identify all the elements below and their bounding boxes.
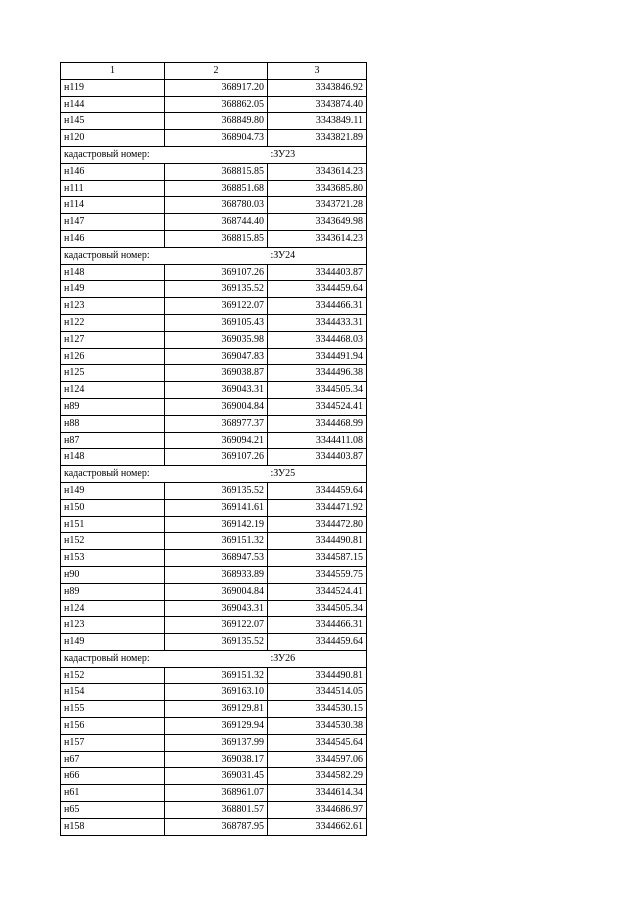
point-id: н150: [61, 499, 165, 516]
point-id: н89: [61, 398, 165, 415]
table-row: [61, 331, 367, 348]
table-row: [61, 264, 367, 281]
table-row: [61, 533, 367, 550]
coord-y: 3343614.23: [268, 163, 367, 180]
table-row: [61, 684, 367, 701]
coord-x: 368862.05: [165, 96, 268, 113]
coord-y: 3344403.87: [268, 449, 367, 466]
point-id: н156: [61, 718, 165, 735]
coord-x: 368849.80: [165, 113, 268, 130]
table-row: [61, 314, 367, 331]
point-id: н153: [61, 550, 165, 567]
coord-y: 3344471.92: [268, 499, 367, 516]
point-id: н111: [61, 180, 165, 197]
coord-x: 369047.83: [165, 348, 268, 365]
point-id: н125: [61, 365, 165, 382]
cadastral-number-label: кадастровый номер:: [61, 650, 268, 667]
point-id: н155: [61, 701, 165, 718]
coord-y: 3344459.64: [268, 482, 367, 499]
table-row: [61, 566, 367, 583]
coord-x: 369043.31: [165, 382, 268, 399]
coord-y: 3343849.11: [268, 113, 367, 130]
section-row: [61, 146, 367, 163]
point-id: н126: [61, 348, 165, 365]
point-id: н151: [61, 516, 165, 533]
table-row: [61, 449, 367, 466]
coord-y: 3344466.31: [268, 617, 367, 634]
coord-y: 3344433.31: [268, 314, 367, 331]
section-row: [61, 247, 367, 264]
coord-y: 3343721.28: [268, 197, 367, 214]
point-id: н158: [61, 818, 165, 835]
coord-x: 368977.37: [165, 415, 268, 432]
coord-y: 3343821.89: [268, 130, 367, 147]
point-id: н65: [61, 802, 165, 819]
point-id: н146: [61, 163, 165, 180]
coord-x: 369038.17: [165, 751, 268, 768]
coord-x: 369107.26: [165, 449, 268, 466]
table-row: [61, 79, 367, 96]
coord-x: 369163.10: [165, 684, 268, 701]
coord-x: 369043.31: [165, 600, 268, 617]
coordinates-table: [60, 62, 367, 836]
table-row: [61, 214, 367, 231]
coord-x: 368851.68: [165, 180, 268, 197]
coord-y: 3344491.94: [268, 348, 367, 365]
cadastral-number-value: :ЗУ25: [268, 466, 367, 483]
coord-y: 3343649.98: [268, 214, 367, 231]
coord-x: 369142.19: [165, 516, 268, 533]
table-row: [61, 499, 367, 516]
point-id: н146: [61, 230, 165, 247]
cadastral-number-value: :ЗУ23: [268, 146, 367, 163]
cadastral-number-value: :ЗУ26: [268, 650, 367, 667]
coord-y: 3344472.80: [268, 516, 367, 533]
point-id: н124: [61, 382, 165, 399]
coord-y: 3343614.23: [268, 230, 367, 247]
coord-y: 3344587.15: [268, 550, 367, 567]
coord-y: 3344459.64: [268, 281, 367, 298]
table-row: [61, 482, 367, 499]
coord-y: 3344468.03: [268, 331, 367, 348]
table-row: [61, 415, 367, 432]
coord-x: 369004.84: [165, 398, 268, 415]
table-row: [61, 163, 367, 180]
point-id: н154: [61, 684, 165, 701]
table-row: [61, 516, 367, 533]
table-row: [61, 130, 367, 147]
point-id: н124: [61, 600, 165, 617]
coord-y: 3344530.15: [268, 701, 367, 718]
point-id: н149: [61, 281, 165, 298]
header-col-1: 1: [61, 63, 165, 80]
point-id: н66: [61, 768, 165, 785]
point-id: н88: [61, 415, 165, 432]
coord-x: 368961.07: [165, 785, 268, 802]
table-row: [61, 348, 367, 365]
cadastral-number-value: :ЗУ24: [268, 247, 367, 264]
table-row: [61, 785, 367, 802]
coord-x: 368815.85: [165, 230, 268, 247]
coord-x: 369038.87: [165, 365, 268, 382]
coord-x: 368744.40: [165, 214, 268, 231]
coord-x: 369105.43: [165, 314, 268, 331]
coord-x: 368801.57: [165, 802, 268, 819]
table-row: [61, 281, 367, 298]
coord-x: 368933.89: [165, 566, 268, 583]
coord-y: 3344524.41: [268, 583, 367, 600]
table-row: [61, 634, 367, 651]
coord-x: 369004.84: [165, 583, 268, 600]
point-id: н122: [61, 314, 165, 331]
point-id: н149: [61, 634, 165, 651]
coord-y: 3344686.97: [268, 802, 367, 819]
point-id: н148: [61, 449, 165, 466]
coord-y: 3344403.87: [268, 264, 367, 281]
coord-x: 368787.95: [165, 818, 268, 835]
coord-y: 3343846.92: [268, 79, 367, 96]
coord-y: 3344459.64: [268, 634, 367, 651]
coord-x: 369122.07: [165, 617, 268, 634]
coord-y: 3344496.38: [268, 365, 367, 382]
table-body: [61, 63, 367, 836]
cadastral-number-label: кадастровый номер:: [61, 466, 268, 483]
coord-x: 368815.85: [165, 163, 268, 180]
coord-y: 3344530.38: [268, 718, 367, 735]
header-col-2: 2: [165, 63, 268, 80]
coord-y: 3344411.08: [268, 432, 367, 449]
table-row: [61, 768, 367, 785]
point-id: н144: [61, 96, 165, 113]
point-id: н87: [61, 432, 165, 449]
coord-x: 369137.99: [165, 734, 268, 751]
table-row: [61, 802, 367, 819]
coord-y: 3344468.99: [268, 415, 367, 432]
header-col-3: 3: [268, 63, 367, 80]
point-id: н120: [61, 130, 165, 147]
point-id: н127: [61, 331, 165, 348]
table-row: [61, 96, 367, 113]
table-row: [61, 180, 367, 197]
coord-y: 3344490.81: [268, 533, 367, 550]
point-id: н148: [61, 264, 165, 281]
section-row: [61, 466, 367, 483]
section-row: [61, 650, 367, 667]
point-id: н152: [61, 533, 165, 550]
point-id: н119: [61, 79, 165, 96]
coord-x: 369122.07: [165, 298, 268, 315]
coord-y: 3344614.34: [268, 785, 367, 802]
cadastral-number-label: кадастровый номер:: [61, 247, 268, 264]
table-row: [61, 818, 367, 835]
coord-x: 368947.53: [165, 550, 268, 567]
point-id: н61: [61, 785, 165, 802]
table-row: [61, 197, 367, 214]
coord-x: 369141.61: [165, 499, 268, 516]
coord-y: 3343685.80: [268, 180, 367, 197]
point-id: н114: [61, 197, 165, 214]
coord-x: 369151.32: [165, 667, 268, 684]
point-id: н157: [61, 734, 165, 751]
table-row: [61, 600, 367, 617]
coord-x: 369094.21: [165, 432, 268, 449]
coord-y: 3344662.61: [268, 818, 367, 835]
coord-x: 369031.45: [165, 768, 268, 785]
coord-y: 3344597.06: [268, 751, 367, 768]
point-id: н123: [61, 617, 165, 634]
coord-y: 3344505.34: [268, 382, 367, 399]
coord-y: 3344490.81: [268, 667, 367, 684]
point-id: н145: [61, 113, 165, 130]
table-row: [61, 365, 367, 382]
coord-y: 3344524.41: [268, 398, 367, 415]
coord-x: 369107.26: [165, 264, 268, 281]
coord-x: 369129.94: [165, 718, 268, 735]
table-row: [61, 230, 367, 247]
table-row: [61, 382, 367, 399]
cadastral-number-label: кадастровый номер:: [61, 146, 268, 163]
table-row: [61, 701, 367, 718]
table-row: [61, 751, 367, 768]
table-row: [61, 398, 367, 415]
table-row: [61, 298, 367, 315]
table-row: [61, 432, 367, 449]
coord-x: 369135.52: [165, 281, 268, 298]
header-row: [61, 63, 367, 80]
coord-y: 3344582.29: [268, 768, 367, 785]
coord-y: 3344505.34: [268, 600, 367, 617]
point-id: н67: [61, 751, 165, 768]
coord-x: 369035.98: [165, 331, 268, 348]
point-id: н149: [61, 482, 165, 499]
coord-y: 3344466.31: [268, 298, 367, 315]
coord-y: 3344514.05: [268, 684, 367, 701]
table-row: [61, 583, 367, 600]
coord-y: 3343874.40: [268, 96, 367, 113]
table-row: [61, 667, 367, 684]
coord-x: 369129.81: [165, 701, 268, 718]
coord-y: 3344559.75: [268, 566, 367, 583]
point-id: н90: [61, 566, 165, 583]
table-row: [61, 617, 367, 634]
point-id: н147: [61, 214, 165, 231]
coord-x: 368780.03: [165, 197, 268, 214]
table-row: [61, 718, 367, 735]
point-id: н89: [61, 583, 165, 600]
coord-x: 369135.52: [165, 634, 268, 651]
coord-x: 369151.32: [165, 533, 268, 550]
coord-x: 368917.20: [165, 79, 268, 96]
coord-y: 3344545.64: [268, 734, 367, 751]
table-row: [61, 550, 367, 567]
coord-x: 368904.73: [165, 130, 268, 147]
table-row: [61, 113, 367, 130]
coord-x: 369135.52: [165, 482, 268, 499]
point-id: н123: [61, 298, 165, 315]
point-id: н152: [61, 667, 165, 684]
table-row: [61, 734, 367, 751]
